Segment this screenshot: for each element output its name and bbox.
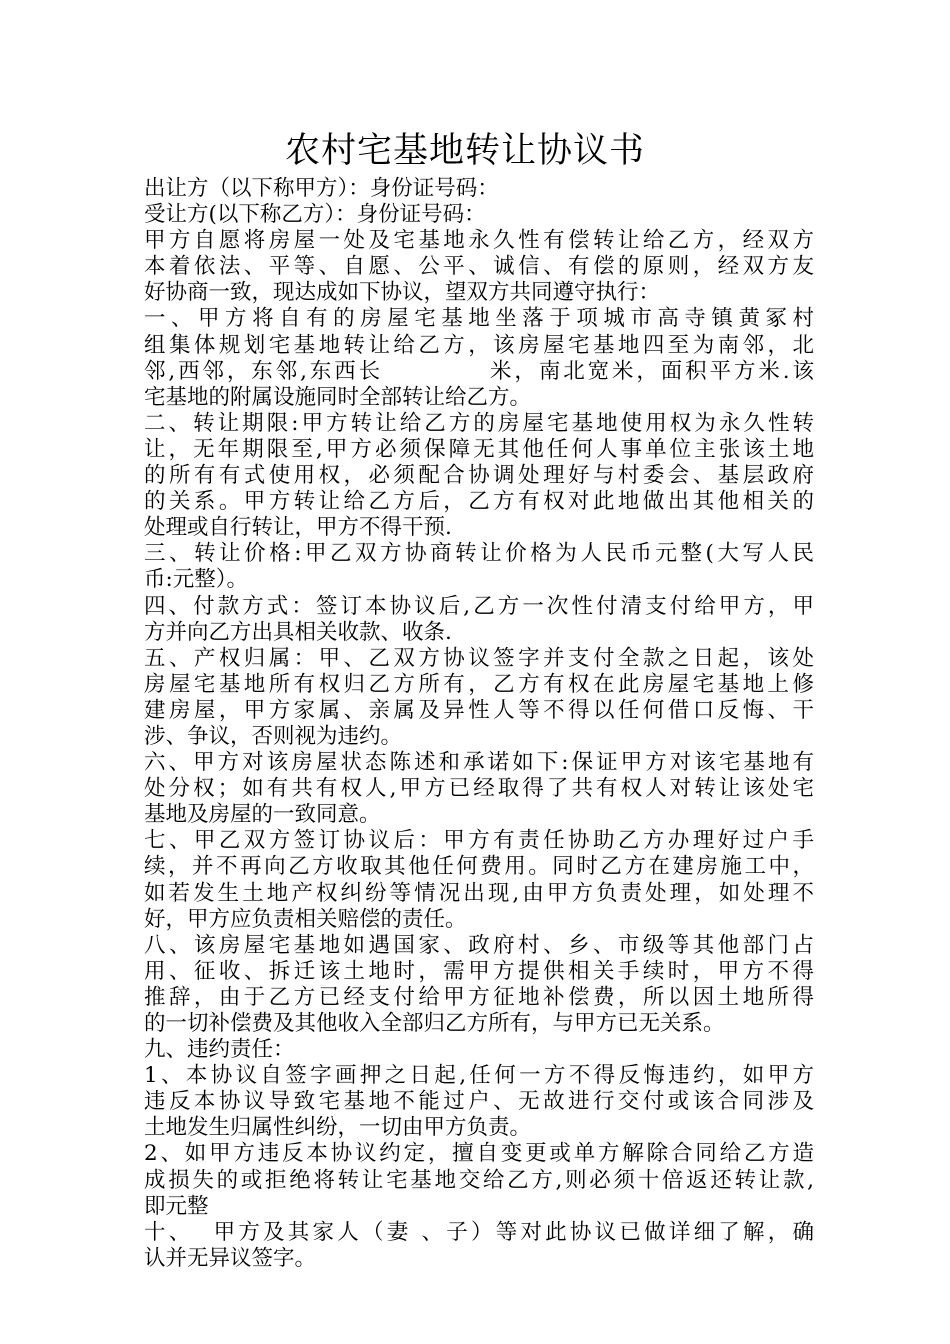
text-line: 好，甲方应负责相关赔偿的责任。 bbox=[144, 906, 467, 932]
text-line: 续，并不再向乙方收取其他任何费用。同时乙方在建房施工中， bbox=[144, 854, 814, 880]
text-line: 认并无异议签字。 bbox=[144, 1245, 317, 1271]
text-line: 涉、争议，否则视为违约。 bbox=[144, 723, 403, 749]
text-line: 1、本协议自签字画押之日起,任何一方不得反悔违约，如甲方 bbox=[144, 1063, 814, 1089]
text-line: 即元整 bbox=[144, 1193, 209, 1219]
text-line: 让，无年期限至,甲方必须保障无其他任何人事单位主张该土地 bbox=[144, 436, 814, 462]
text-line: 出让方（以下称甲方）：身份证号码： bbox=[144, 176, 499, 201]
text-line: 好协商一致，现达成如下协议，望双方共同遵守执行： bbox=[144, 280, 661, 306]
text-line: 八、该房屋宅基地如遇国家、政府村、乡、市级等其他部门占 bbox=[144, 932, 814, 958]
text-line: 土地发生归属性纠纷，一切由甲方负责。 bbox=[144, 1115, 532, 1141]
text-line: 一、甲方将自有的房屋宅基地坐落于项城市高寺镇黄冢村 bbox=[144, 306, 814, 332]
text-line: 如若发生土地产权纠纷等情况出现,由甲方负责处理，如处理不 bbox=[144, 880, 814, 906]
text-line: 受让方(以下称乙方）：身份证号码： bbox=[144, 202, 486, 228]
text-line: 五、产权归属：甲、乙双方协议签字并支付全款之日起，该处 bbox=[144, 645, 814, 671]
text-line: 十、 甲方及其家人（妻 、子）等对此协议已做详细了解，确 bbox=[144, 1219, 814, 1245]
document-body bbox=[144, 176, 814, 1272]
text-line: 的一切补偿费及其他收入全部归乙方所有，与甲方已无关系。 bbox=[144, 1011, 725, 1036]
text-line: 基地及房屋的一致同意。 bbox=[144, 802, 381, 828]
text-line: 甲方自愿将房屋一处及宅基地永久性有偿转让给乙方，经双方 bbox=[144, 228, 814, 254]
text-line: 成损失的或拒绝将转让宅基地交给乙方,则必须十倍返还转让款, bbox=[144, 1167, 814, 1193]
text-line: 违反本协议导致宅基地不能过户、无故进行交付或该合同涉及 bbox=[144, 1089, 814, 1115]
document-title: 农村宅基地转让协议书 bbox=[284, 131, 645, 171]
text-line: 本着依法、平等、自愿、公平、诚信、有偿的原则，经双方友 bbox=[144, 254, 814, 280]
text-line: 的关系。甲方转让给乙方后，乙方有权对此地做出其他相关的 bbox=[144, 489, 814, 515]
text-line: 币:元整）。 bbox=[144, 567, 248, 593]
text-line: 用、征收、拆迁该土地时，需甲方提供相关手续时，甲方不得 bbox=[144, 958, 814, 984]
text-line: 九、违约责任： bbox=[144, 1037, 295, 1063]
text-line: 二、转让期限:甲方转让给乙方的房屋宅基地使用权为永久性转 bbox=[144, 410, 814, 436]
text-line: 推辞，由于乙方已经支付给甲方征地补偿费，所以因土地所得 bbox=[144, 984, 814, 1010]
text-line: 的所有有式使用权，必须配合协调处理好与村委会、基层政府 bbox=[144, 463, 814, 489]
text-line: 组集体规划宅基地转让给乙方，该房屋宅基地四至为南邻，北 bbox=[144, 332, 814, 358]
text-line: 邻,西邻，东邻,东西长 米，南北宽米，面积平方米.该 bbox=[144, 358, 814, 384]
text-line: 四、付款方式：签订本协议后,乙方一次性付清支付给甲方，甲 bbox=[144, 593, 814, 619]
text-line: 2、如甲方违反本协议约定，擅自变更或单方解除合同给乙方造 bbox=[144, 1141, 814, 1167]
text-line: 建房屋，甲方家属、亲属及异性人等不得以任何借口反悔、干 bbox=[144, 697, 814, 723]
text-line: 宅基地的附属设施同时全部转让给乙方。 bbox=[144, 384, 532, 410]
text-line: 三、转让价格:甲乙双方协商转让价格为人民币元整(大写人民 bbox=[144, 541, 814, 567]
text-line: 方并向乙方出具相关收款、收条. bbox=[144, 619, 452, 645]
text-line: 六、甲方对该房屋状态陈述和承诺如下:保证甲方对该宅基地有 bbox=[144, 750, 814, 776]
text-line: 处理或自行转让，甲方不得干预. bbox=[144, 515, 452, 541]
text-line: 七、甲乙双方签订协议后：甲方有责任协助乙方办理好过户手 bbox=[144, 828, 814, 854]
text-line: 房屋宅基地所有权归乙方所有，乙方有权在此房屋宅基地上修 bbox=[144, 671, 814, 697]
text-line: 处分权；如有共有权人,甲方已经取得了共有权人对转让该处宅 bbox=[144, 776, 814, 802]
